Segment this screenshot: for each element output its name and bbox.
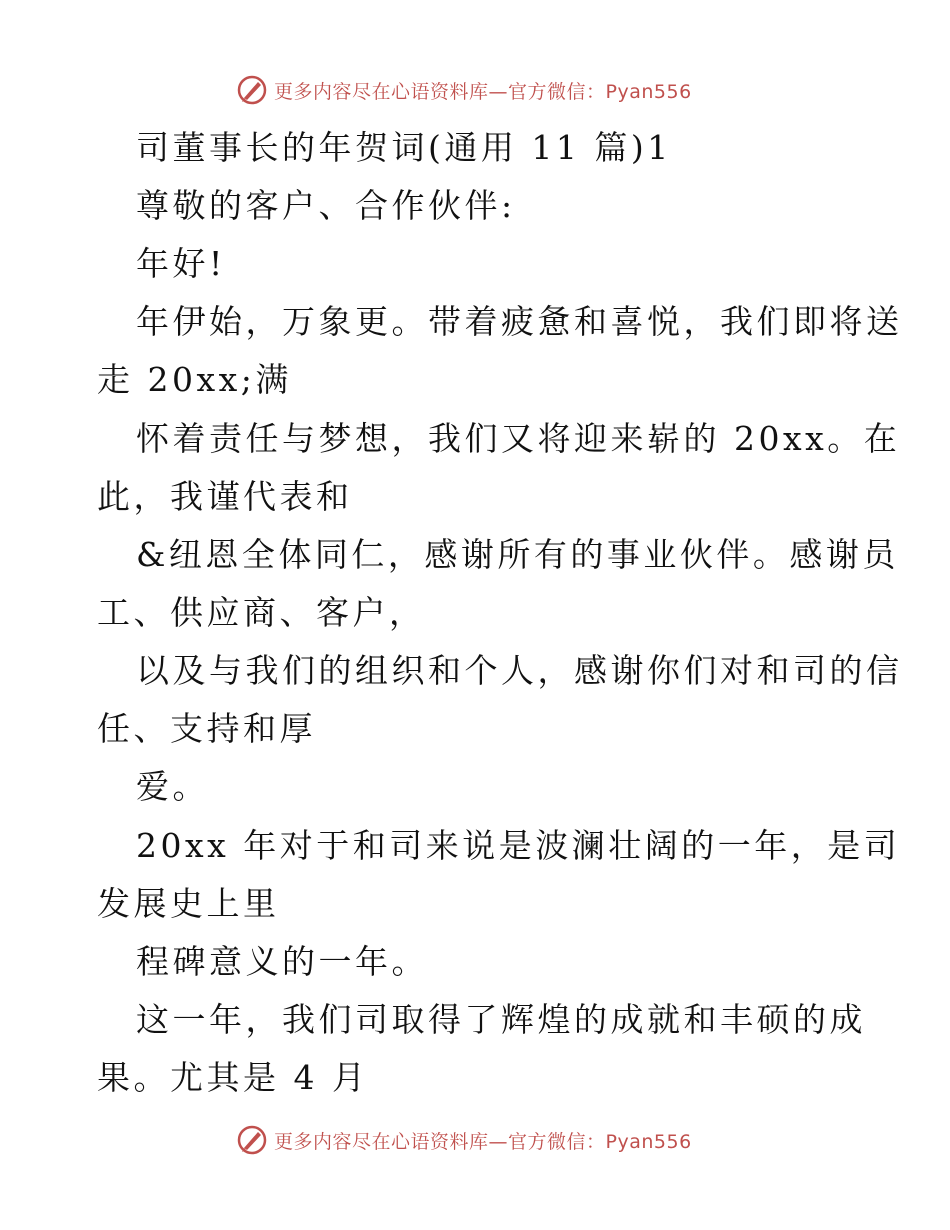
doc-title: 司董事长的年贺词(通用 11 篇)1 [136,128,672,167]
doc-line: 此，我谨代表和 [97,477,353,516]
doc-line: 以及与我们的组织和个人，感谢你们对和司的信 [136,651,903,690]
doc-line: 走 20xx;满 [97,360,292,399]
doc-line: 发展史上里 [97,884,280,923]
pen-logo-icon [236,74,268,106]
doc-line: 爱。 [136,767,209,806]
header-banner-text: 更多内容尽在心语资料库—官方微信：Pyan556 [274,80,692,103]
doc-line: 果。尤其是 4 月 [97,1058,369,1097]
doc-line: 年好! [136,244,226,283]
pen-logo-icon [236,1124,268,1156]
footer-banner [236,1123,692,1157]
doc-line: 年伊始，万象更。带着疲惫和喜悦，我们即将送 [136,302,903,341]
doc-line: &纽恩全体同仁，感谢所有的事业伙伴。感谢员 [136,535,899,574]
doc-line: 这一年，我们司取得了辉煌的成就和丰硕的成 [136,1000,866,1039]
doc-line: 20xx 年对于和司来说是波澜壮阔的一年，是司 [136,826,901,865]
doc-line: 尊敬的客户、合作伙伴: [136,186,516,225]
header-banner [236,73,692,107]
doc-line: 程碑意义的一年。 [136,942,428,981]
doc-line: 工、供应商、客户， [97,593,426,632]
footer-banner-text: 更多内容尽在心语资料库—官方微信：Pyan556 [274,1130,692,1153]
doc-line: 任、支持和厚 [97,709,316,748]
doc-line: 怀着责任与梦想，我们又将迎来崭的 20xx。在 [136,419,901,458]
